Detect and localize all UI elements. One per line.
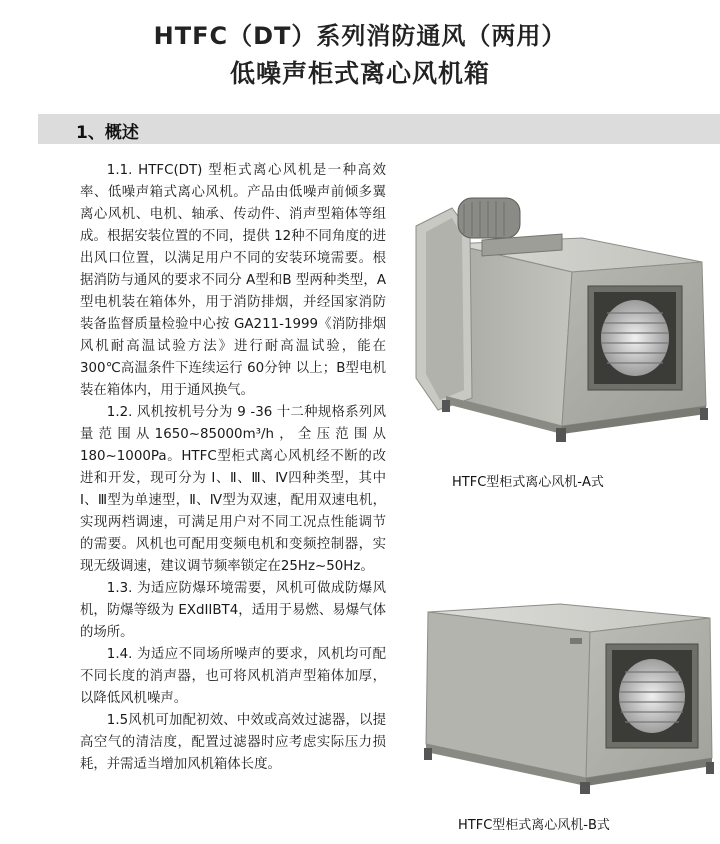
section-heading-bar: [38, 114, 720, 144]
paragraph-1-2: 1.2. 风机按机号分为 9 -36 十二种规格系列风量范围从1650~85000m³/h，全压范围从180~1000Pa。HTFC型柜式离心风机经不断的改进和开发，现可分为 Ⅰ、Ⅱ、Ⅲ、Ⅳ四种类型，其中 Ⅰ、Ⅲ型为单速型，Ⅱ、Ⅳ型为双速，配用双速电机，实现两档调速，可满足用户对不同工况点性能调节的需要。风机也可配用变频电机和变频控制器，实现无级调速，建议调节频率锁定在25Hz~50Hz。: [80, 405, 386, 574]
section-heading: 1、概述: [76, 123, 139, 143]
paragraph-1-1: 1.1. HTFC(DT) 型柜式离心风机是一种高效率、低噪声箱式离心风机。产品由低噪声前倾多翼离心风机、电机、轴承、传动件、消声型箱体等组成。根据安装位置的不同，提供 12种不同角度的进出风口位置，以满足用户不同的安装环境需要。根据消防与通风的要求不同分 A型和B 型两种类型，A型电机装在箱体外，用于消防排烟，并经国家消防装备监督质量检验中心按 GA211-1999《消防排烟风机耐高温试验方法》进行耐高温试验，能在 300℃高温条件下连续运行 60分钟 以上；B型电机 装在箱体内，用于通风换气。: [80, 163, 386, 398]
figure-b-caption: HTFC型柜式离心风机-B式: [458, 818, 610, 833]
paragraph-1-3: 1.3. 为适应防爆环境需要，风机可做成防爆风机，防爆等级为 EXdIIBT4，适用于易燃、易爆气体的场所。: [80, 581, 386, 640]
fan-cabinet-b-image: [420, 598, 716, 798]
overview-text: [80, 160, 386, 776]
paragraph-1-4: 1.4. 为适应不同场所噪声的要求，风机均可配不同长度的消声器，也可将风机消声型箱体加厚，以降低风机噪声。: [80, 647, 386, 706]
fan-cabinet-a-image: [412, 178, 716, 458]
page-title-line1: HTFC（DT）系列消防通风（两用）: [153, 22, 567, 50]
figure-a-caption: HTFC型柜式离心风机-A式: [452, 475, 604, 490]
page-title-line2: 低噪声柜式离心风机箱: [229, 59, 490, 88]
paragraph-1-5: 1.5风机可加配初效、中效或高效过滤器，以提高空气的清洁度，配置过滤器时应考虑实际压力损耗，并需适当增加风机箱体长度。: [80, 713, 386, 772]
